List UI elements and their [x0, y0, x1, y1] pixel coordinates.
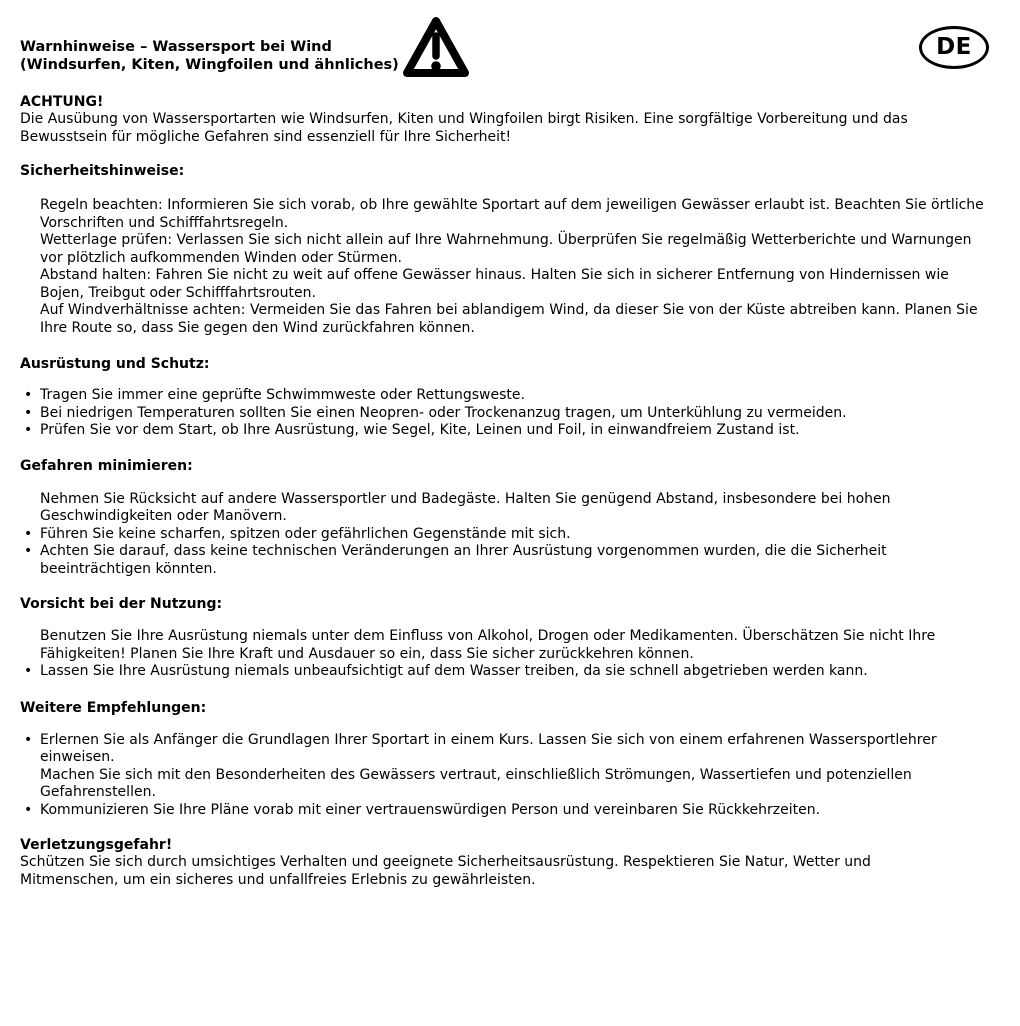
bullet-marker: •: [24, 731, 33, 748]
list-item: Machen Sie sich mit den Besonderheiten des Gewässers vertraut, einschließlich Strömungen, Wassertiefen und potenziellen Gefahrenstellen.: [40, 766, 912, 800]
section-items-ausruestung: [24, 387, 985, 440]
bullet-marker: •: [24, 525, 33, 542]
bullet-marker: •: [24, 543, 33, 559]
section-heading-achtung: ACHTUNG!: [20, 94, 104, 110]
section-heading-vorsicht: Vorsicht bei der Nutzung:: [20, 596, 223, 612]
list-item: • Prüfen Sie vor dem Start, ob Ihre Ausrüstung, wie Segel, Kite, Leinen und Foil, in einwandfreiem Zustand ist.: [24, 422, 800, 438]
list-item: Abstand halten: Fahren Sie nicht zu weit auf offene Gewässer hinaus. Halten Sie sich in sicherer Entfernung von Hindernissen wie Bojen, Treibgut oder Schifffahrtsrouten.: [40, 267, 949, 301]
section-heading-ausruestung: Ausrüstung und Schutz:: [20, 356, 210, 372]
bullet-marker: •: [24, 663, 33, 679]
section-heading-verletzungsgefahr: Verletzungsgefahr!: [20, 837, 173, 853]
section-heading-sicherheitshinweise: Sicherheitshinweise:: [20, 163, 185, 179]
section-heading-gefahren: Gefahren minimieren:: [20, 457, 193, 474]
section-heading-empfehlungen: Weitere Empfehlungen:: [20, 699, 207, 716]
page-title-line2: (Windsurfen, Kiten, Wingfoilen und ähnliches): [20, 57, 399, 73]
document-content: [20, 93, 1000, 889]
bullet-marker: •: [24, 422, 33, 438]
section-items-empfehlungen: [24, 731, 985, 820]
section-body-achtung: Die Ausübung von Wassersportarten wie Windsurfen, Kiten und Wingfoilen birgt Risiken. Eine sorgfältige Vorbereitung und das Bewusstsein für mögliche Gefahren sind essenziell für Ihre Sicherheit!: [20, 111, 908, 145]
warning-triangle-icon: [402, 15, 470, 81]
section-items-vorsicht: [24, 628, 985, 681]
language-badge: [919, 26, 989, 69]
section-items-gefahren: [24, 490, 985, 579]
list-item: Wetterlage prüfen: Verlassen Sie sich nicht allein auf Ihre Wahrnehmung. Überprüfen Sie regelmäßig Wetterberichte und Warnungen vor plötzlich aufkommenden Winden oder Stürmen.: [40, 232, 972, 266]
bullet-marker: •: [24, 801, 33, 818]
list-item: • Tragen Sie immer eine geprüfte Schwimmweste oder Rettungsweste.: [24, 387, 525, 403]
list-item: Regeln beachten: Informieren Sie sich vorab, ob Ihre gewählte Sportart auf dem jeweiligen Gewässer erlaubt ist. Beachten Sie örtliche Vorschriften und Schifffahrtsregeln.: [40, 197, 984, 231]
list-item: • Achten Sie darauf, dass keine technischen Veränderungen an Ihrer Ausrüstung vorgenommen wurden, die die Sicherheit beeinträchtigen könnten.: [24, 543, 887, 577]
list-item: • Bei niedrigen Temperaturen sollten Sie einen Neopren- oder Trockenanzug tragen, um Unterkühlung zu vermeiden.: [24, 404, 847, 421]
list-item: • Lassen Sie Ihre Ausrüstung niemals unbeaufsichtigt auf dem Wasser treiben, da sie schnell abgetrieben werden kann.: [24, 663, 868, 679]
section-body-verletzungsgefahr: Schützen Sie sich durch umsichtiges Verhalten und geeignete Sicherheitsausrüstung. Respektieren Sie Natur, Wetter und Mitmenschen, um ein sicheres und unfallfreies Erlebnis zu gewährleisten.: [20, 854, 871, 888]
list-item: Nehmen Sie Rücksicht auf andere Wassersportler und Badegäste. Halten Sie genügend Abstand, insbesondere bei hohen Geschwindigkeiten oder Manövern.: [40, 490, 891, 524]
list-item: Auf Windverhältnisse achten: Vermeiden Sie das Fahren bei ablandigem Wind, da dieser Sie von der Küste abtreiben kann. Planen Sie Ihre Route so, dass Sie gegen den Wind zurückfahren können.: [40, 302, 978, 336]
list-item: • Führen Sie keine scharfen, spitzen oder gefährlichen Gegenstände mit sich.: [24, 525, 571, 542]
document-header: [0, 0, 1020, 93]
page-title-line1: Warnhinweise – Wassersport bei Wind: [20, 39, 332, 55]
language-badge-label: DE: [936, 33, 972, 60]
bullet-marker: •: [24, 387, 33, 403]
list-item: • Erlernen Sie als Anfänger die Grundlagen Ihrer Sportart in einem Kurs. Lassen Sie sich von einem erfahrenen Wassersportlehrer einweisen.: [24, 731, 937, 765]
list-item: • Kommunizieren Sie Ihre Pläne vorab mit einer vertrauenswürdigen Person und vereinbaren Sie Rückkehrzeiten.: [24, 801, 821, 818]
section-items-sicherheitshinweise: [40, 197, 985, 337]
bullet-marker: •: [24, 404, 33, 421]
page-title: [20, 38, 399, 74]
list-item: Benutzen Sie Ihre Ausrüstung niemals unter dem Einfluss von Alkohol, Drogen oder Medikamenten. Überschätzen Sie nicht Ihre Fähigkeiten! Planen Sie Ihre Kraft und Ausdauer so ein, dass Sie sicher zurückkehren können.: [40, 628, 936, 662]
